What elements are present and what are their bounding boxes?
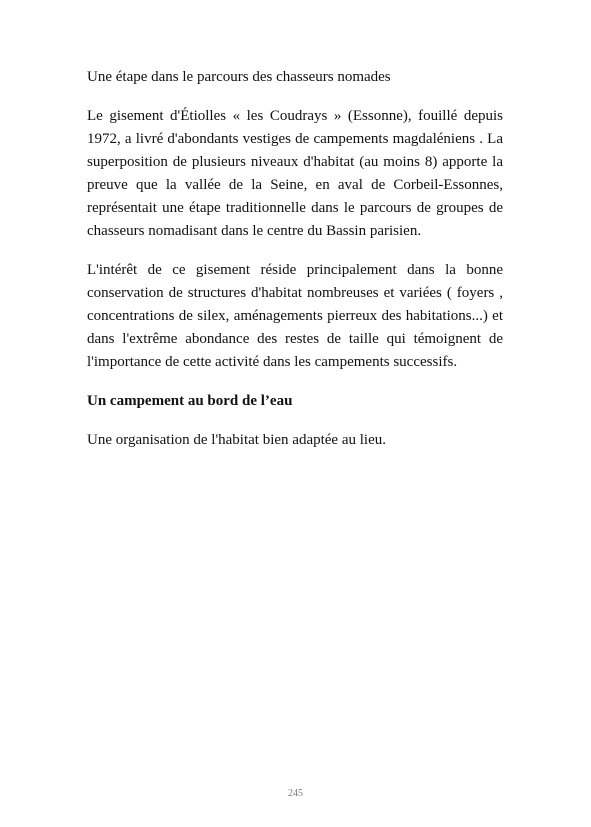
paragraph-interet: L'intérêt de ce gisement réside principalement dans la bonne conservation de structures d'habitat nombreuses et variées ( foyers , concentrations de silex, aménagements pierreux des habitations...) et dans l'extrême abondance des restes de taille qui témoignent de l'importance de cette activité dans les campements successifs. (87, 262, 503, 370)
page-content (87, 66, 503, 452)
page-number: 245 (288, 788, 303, 799)
paragraph-gisement: Le gisement d'Étiolles « les Coudrays » (Essonne), fouillé depuis 1972, a livré d'abondants vestiges de campements magdaléniens . La superposition de plusieurs niveaux d'habitat (au moins 8) apporte la preuve que la vallée de la Seine, en aval de Corbeil-Essonnes, représentait une étape traditionnelle dans le parcours de groupes de chasseurs nomadisant dans le centre du Bassin parisien. (87, 108, 503, 239)
section-heading: Un campement au bord de l’eau (87, 393, 293, 409)
section-text: Une organisation de l'habitat bien adaptée au lieu. (87, 432, 386, 448)
section-intro-title: Une étape dans le parcours des chasseurs nomades (87, 69, 391, 85)
